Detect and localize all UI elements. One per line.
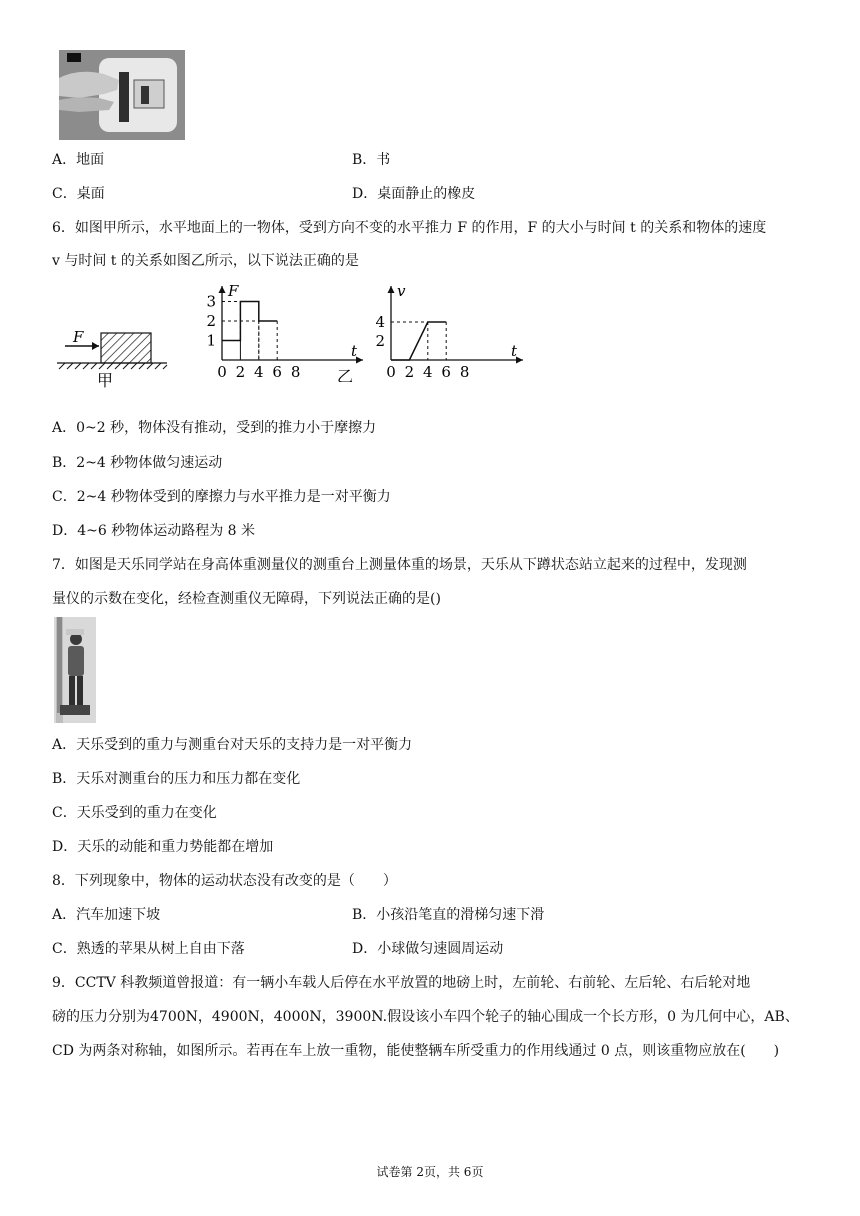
x-tick-label: 8	[290, 363, 301, 381]
q6-stem-line1: 6．如图甲所示，水平地面上的一物体，受到方向不变的水平推力 F 的作用，F 的大小与时间 t 的关系和物体的速度	[52, 220, 767, 236]
q5-option-c: C．桌面	[52, 186, 105, 202]
q8-option-a: A．汽车加速下坡	[52, 907, 161, 923]
x-tick-label: 0	[217, 363, 227, 381]
x-axis-label: t	[351, 342, 358, 360]
q6-option-d: D．4~6 秒物体运动路程为 8 米	[52, 523, 256, 539]
figure-yi-caption: 乙	[337, 367, 354, 382]
q8-option-d: D．小球做匀速圆周运动	[352, 941, 504, 957]
x-axis-arrow	[516, 357, 523, 364]
x-axis-label: t	[511, 342, 518, 360]
q7-stem-line2: 量仪的示数在变化，经检查测重仪无障碍，下列说法正确的是()	[52, 591, 441, 607]
page-footer: 试卷第 2页，共 6页	[376, 1165, 484, 1179]
y-axis-arrow	[219, 286, 226, 293]
x-tick-label: 6	[272, 363, 282, 381]
q7-stem-line1: 7．如图是天乐同学站在身高体重测量仪的测重台上测量体重的场景，天乐从下蹲状态站立起来的过程中，发现测	[52, 557, 747, 573]
x-tick-label: 2	[235, 363, 246, 381]
q7-option-b: B．天乐对测重台的压力和压力都在变化	[52, 771, 301, 787]
q7-option-d: D．天乐的动能和重力势能都在增加	[52, 839, 274, 855]
y-axis-label: v	[397, 282, 406, 300]
block	[101, 333, 151, 363]
q7-option-a: A．天乐受到的重力与测重台对天乐的支持力是一对平衡力	[52, 737, 413, 753]
x-tick-label: 4	[423, 363, 433, 381]
chart-velocity-time	[335, 282, 525, 382]
q8-stem: 8．下列现象中，物体的运动状态没有改变的是（ ）	[52, 873, 397, 889]
figure-jia	[55, 318, 175, 388]
q8-option-c: C．熟透的苹果从树上自由下落	[52, 941, 245, 957]
q9-stem-line3: CD 为两条对称轴，如图所示。若再在车上放一重物，能使整辆车所受重力的作用线通过 0 点，则该重物应放在( )	[52, 1043, 780, 1059]
x-tick-label: 6	[441, 363, 451, 381]
x-tick-label: 2	[404, 363, 415, 381]
y-tick-label: 2	[375, 332, 385, 350]
y-tick-label: 2	[206, 312, 216, 330]
question7-photo	[54, 617, 96, 723]
q5-option-d: D．桌面静止的橡皮	[352, 186, 476, 202]
x-tick-label: 8	[459, 363, 470, 381]
y-axis-arrow	[388, 286, 395, 293]
q9-stem-line2: 磅的压力分别为4700N，4900N，4000N，3900N.假设该小车四个轮子的轴心围成一个长方形，0 为几何中心，AB、	[52, 1009, 799, 1025]
q6-option-c: C．2~4 秒物体受到的摩擦力与水平推力是一对平衡力	[52, 489, 391, 505]
figure-jia-caption: 甲	[97, 371, 114, 388]
q5-option-b: B．书	[352, 152, 391, 168]
q5-option-a: A．地面	[52, 152, 105, 168]
q9-stem-line1: 9．CCTV 科教频道曾报道：有一辆小车载人后停在水平放置的地磅上时，左前轮、右前轮、左后轮、右后轮对地	[52, 975, 751, 991]
y-tick-label: 3	[206, 292, 216, 311]
data-series	[391, 322, 446, 360]
q8-option-b: B．小孩沿笔直的滑梯匀速下滑	[352, 907, 545, 923]
y-axis-label: F	[228, 282, 239, 300]
y-tick-label: 1	[206, 331, 216, 350]
q7-option-c: C．天乐受到的重力在变化	[52, 805, 217, 821]
force-label: F	[73, 328, 84, 346]
x-tick-label: 4	[254, 363, 264, 381]
question5-photo	[59, 50, 185, 140]
x-tick-label: 0	[386, 363, 396, 381]
q6-option-a: A．0~2 秒，物体没有推动，受到的推力小于摩擦力	[52, 420, 377, 436]
y-tick-label: 4	[375, 313, 385, 331]
q6-stem-line2: v 与时间 t 的关系如图乙所示，以下说法正确的是	[52, 253, 359, 269]
q6-option-b: B．2~4 秒物体做匀速运动	[52, 455, 223, 471]
